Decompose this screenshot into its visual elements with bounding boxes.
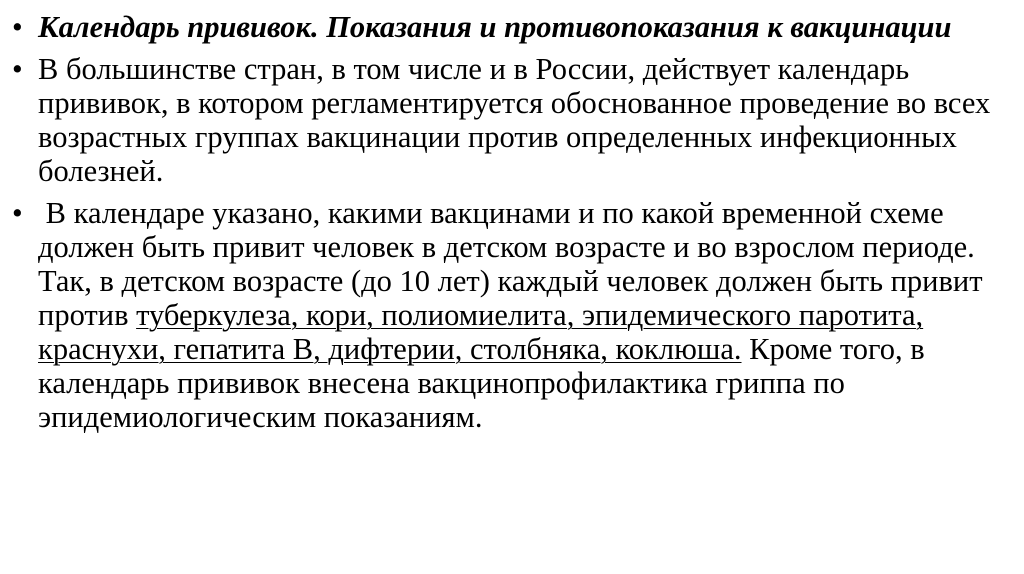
bullet-marker: • xyxy=(12,10,23,44)
paragraph-2-text xyxy=(38,196,990,434)
disease-list-underlined: туберкулеза, кори, полиомиелита, эпидемического паротита, краснухи, гепатита В, дифтерии, столбняка, коклюша. xyxy=(38,298,924,366)
bullet-paragraph-1 xyxy=(12,52,997,188)
bullet-marker: • xyxy=(12,196,23,230)
paragraph-2-outro: Кроме того, в календарь прививок внесена вакцинопрофилактика гриппа по эпидемиологическим показаниям. xyxy=(38,332,925,434)
bullet-heading xyxy=(12,10,997,44)
bullet-marker: • xyxy=(12,52,23,86)
paragraph-2-intro: В календаре указано, какими вакцинами и по какой временной схеме должен быть привит человек в детском возрасте и во взрослом периоде. Так, в детском возрасте (до 10 лет) каждый человек должен быть привит против xyxy=(38,196,991,332)
bullet-paragraph-2 xyxy=(12,196,997,434)
slide-heading: Календарь прививок. Показания и противопоказания к вакцинации xyxy=(38,10,952,44)
bullet-list xyxy=(12,10,997,442)
paragraph-1-text: В большинстве стран, в том числе и в России, действует календарь прививок, в котором регламентируется обоснованное проведение во всех возрастных группах вакцинации против определенных инфекционных болезней. xyxy=(38,52,991,188)
